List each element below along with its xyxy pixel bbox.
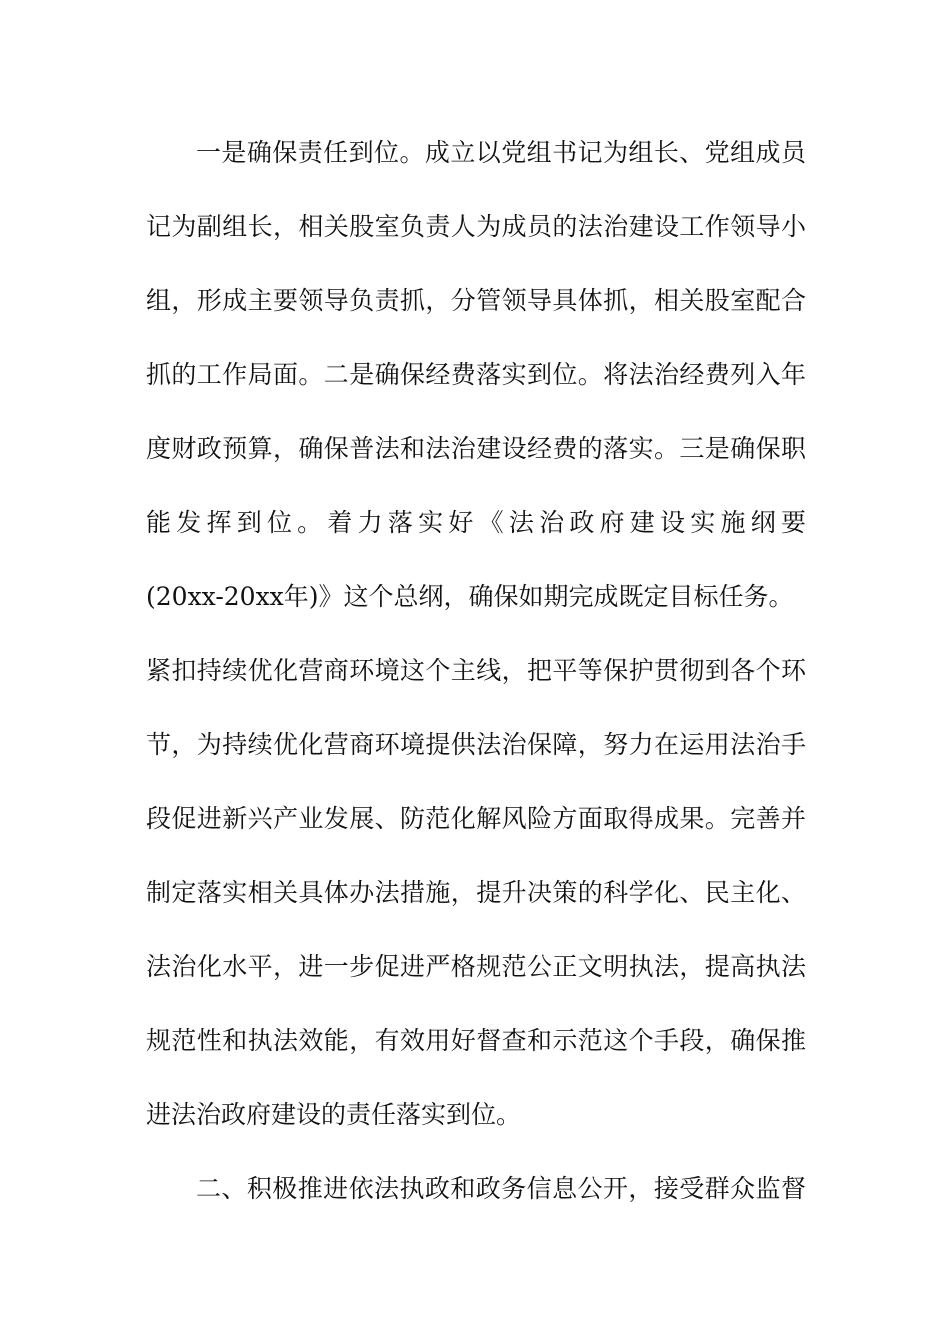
paragraph-line: 节，为持续优化营商环境提供法治保障，努力在运用法治手 (146, 730, 806, 759)
paragraph-line: 度财政预算，确保普法和法治建设经费的落实。三是确保职 (146, 434, 806, 463)
section-heading: 二、积极推进依法执政和政务信息公开，接受群众监督 (196, 1174, 806, 1203)
paragraph-line: 一是确保责任到位。成立以党组书记为组长、党组成员 (196, 138, 806, 167)
paragraph-line: 进法治政府建设的责任落实到位。 (146, 1100, 522, 1129)
paragraph-line: 紧扣持续优化营商环境这个主线，把平等保护贯彻到各个环 (146, 656, 806, 685)
paragraph-line: 记为副组长，相关股室负责人为成员的法治建设工作领导小 (146, 212, 806, 241)
paragraph-line: 制定落实相关具体办法措施，提升决策的科学化、民主化、 (146, 878, 806, 907)
paragraph-line: 组，形成主要领导负责抓，分管领导具体抓，相关股室配合 (146, 286, 806, 315)
paragraph-line: 法治化水平，进一步促进严格规范公正文明执法，提高执法 (146, 952, 806, 981)
paragraph-line: (20xx-20xx年)》这个总纲，确保如期完成既定目标任务。 (146, 582, 794, 611)
paragraph-line: 段促进新兴产业发展、防范化解风险方面取得成果。完善并 (146, 804, 806, 833)
paragraph-line: 规范性和执法效能，有效用好督查和示范这个手段，确保推 (146, 1026, 806, 1055)
paragraph-line: 能发挥到位。着力落实好《法治政府建设实施纲要 (146, 508, 806, 537)
paragraph-line: 抓的工作局面。二是确保经费落实到位。将法治经费列入年 (146, 360, 806, 389)
